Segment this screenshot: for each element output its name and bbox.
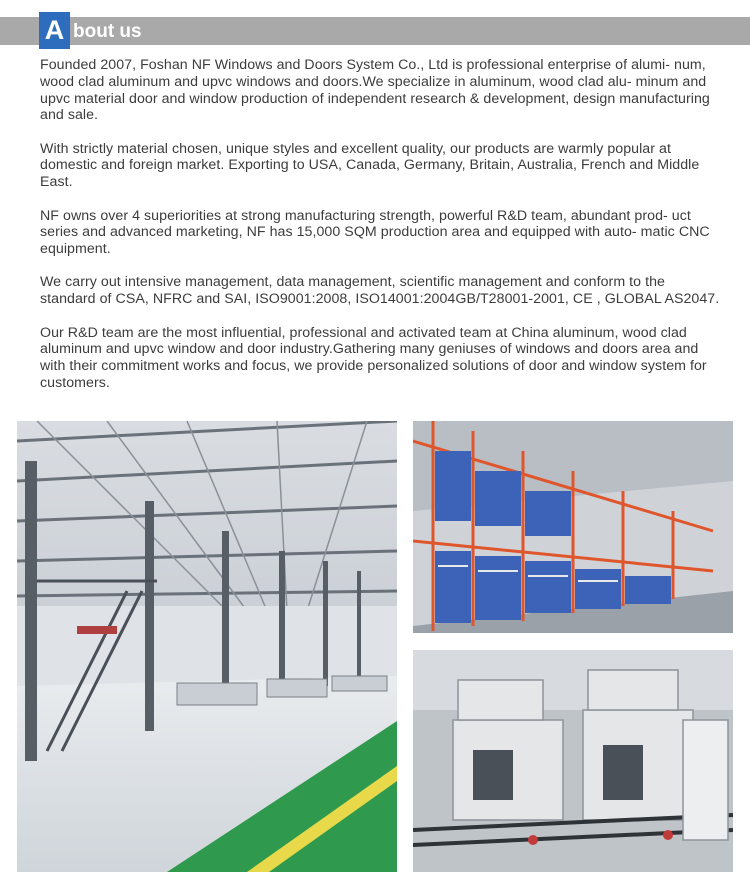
section-header-initial: A: [39, 12, 70, 49]
cutting-machine-photo: [413, 650, 733, 872]
paragraph-founded: Founded 2007, Foshan NF Windows and Doors System Co., Ltd is professional enterprise of alumi- num, wood clad aluminum and upvc windows and doors.We specialize in aluminum, wood clad alu- minum and upvc material door and window production of independent research & development, design manufacturing and sale.: [40, 57, 710, 124]
paragraph-management: We carry out intensive management, data management, scientific management and conform to the standard of CSA, NFRC and SAI, ISO9001:2008, ISO14001:2004GB/T28001-2001, CE , GLOBAL AS2047.: [40, 274, 720, 308]
storage-racks-photo: [413, 421, 733, 633]
factory-hall-photo: [17, 421, 397, 872]
section-header-title: bout us: [73, 21, 142, 42]
about-text-block: [40, 57, 720, 408]
paragraph-quality: With strictly material chosen, unique styles and excellent quality, our products are warmly popular at domestic and foreign market. Exporting to USA, Canada, Germany, Britain, Australia, French and Middle East.: [40, 140, 700, 191]
paragraph-superiorities: NF owns over 4 superiorities at strong manufacturing strength, powerful R&D team, abundant prod- uct series and advanced marketing, NF has 15,000 SQM production area and equipped with auto- matic CNC equipment.: [40, 207, 710, 258]
paragraph-rd-team: Our R&D team are the most influential, professional and activated team at China aluminum, wood clad aluminum and upvc window and door industry.Gathering many geniuses of windows and doors area and with their commitment works and focus, we provide personalized solutions of door and window system for customers.: [40, 324, 707, 391]
